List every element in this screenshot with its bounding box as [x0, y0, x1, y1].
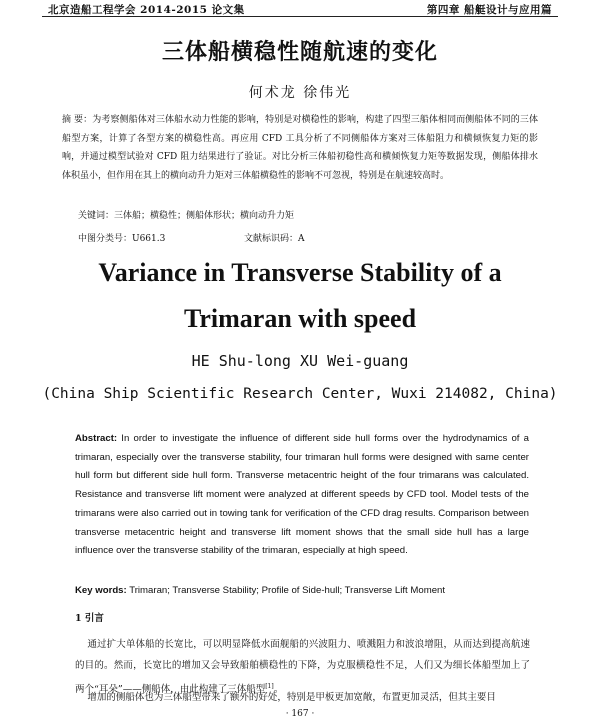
keywords-text: Trimaran; Transverse Stability; Profile of Side-hull; Transverse Lift Moment: [126, 585, 446, 596]
english-title-line-1: Variance in Transverse Stability of a: [98, 258, 502, 287]
header-left: 北京造船工程学会 2014-2015 论文集: [48, 4, 245, 16]
header-right: 第四章 船艇设计与应用篇: [426, 4, 552, 16]
chinese-keywords: 关键词：三体船；横稳性；侧船体形状；横向动升力矩: [78, 211, 295, 221]
document-code: 文献标识码：A: [244, 234, 305, 244]
body-paragraph-2: 增加的侧船体也为三体船型带来了额外的好处，特别是甲板更加宽敞，布置更加灵活，但其主要目: [87, 692, 496, 703]
english-authors: HE Shu-long XU Wei-guang: [191, 352, 409, 370]
section-heading-introduction: 1 引言: [75, 613, 104, 624]
chinese-abstract: 摘 要：为考察侧船体对三体船水动力性能的影响，特别是对横稳性的影响，构建了四型三船体相同而侧船体不同的三体船型方案，计算了各型方案的横稳性高。再应用 CFD 工具分析了不同侧船体方案对三体船阻力和横倾恢复力矩的影响，并通过模型试验对 CFD 阻力结果进行了验证。对比分析三体船初稳性高和横倾恢复力矩等数据发现，侧船体排水体积虽小，但作用在其上的横向动升力矩对三体船横稳性的影响不可忽视，特别是在航速较高时。: [62, 115, 538, 181]
abstract-text: In order to investigate the influence of different side hull forms over the hydrodynamics of a trimaran, especially over the transverse stability, four trimaran hull forms were designed with same center hull form but different side hull form. Transverse metacentric height of the four trimarans was calculated. Resistance and transverse lift moment were analyzed at different speeds by CFD tool. Model tests of the trimarans were also carried out in towing tank for verification of the CFD drag results. Comparison between transverse metacentric height and transverse lift moment shows that the small side hull has a large influence over the transverse stability of the trimaran, especially at high speed.: [75, 433, 529, 557]
body-paragraph-1-text: 通过扩大单体船的长宽比，可以明显降低水面舰船的兴波阻力、喷溅阻力和波浪增阻，从而达到提高航速的目的。然而，长宽比的增加又会导致船舶横稳性的下降，为克服横稳性不足，人们又为细长体船型加上了两个“耳朵”——侧船体，由此构建了三体船型: [75, 639, 530, 696]
english-affiliation: (China Ship Scientific Research Center, Wuxi 214082, China): [42, 386, 558, 402]
body-paragraph-1-end: 。: [273, 684, 284, 696]
classification-number: 中图分类号：U661.3: [78, 234, 166, 244]
header-rule: [42, 16, 558, 17]
citation-ref: [1]: [265, 683, 274, 690]
english-abstract: [75, 430, 529, 561]
abstract-label: Abstract:: [75, 433, 118, 444]
page-number: · 167 ·: [285, 709, 315, 719]
chinese-title: 三体船横稳性随航速的变化: [161, 39, 438, 65]
english-title-line-2: Trimaran with speed: [183, 304, 417, 333]
keywords-label: Key words:: [75, 585, 127, 596]
english-keywords: [75, 585, 445, 596]
chinese-authors: 何术龙 徐伟光: [248, 85, 352, 101]
